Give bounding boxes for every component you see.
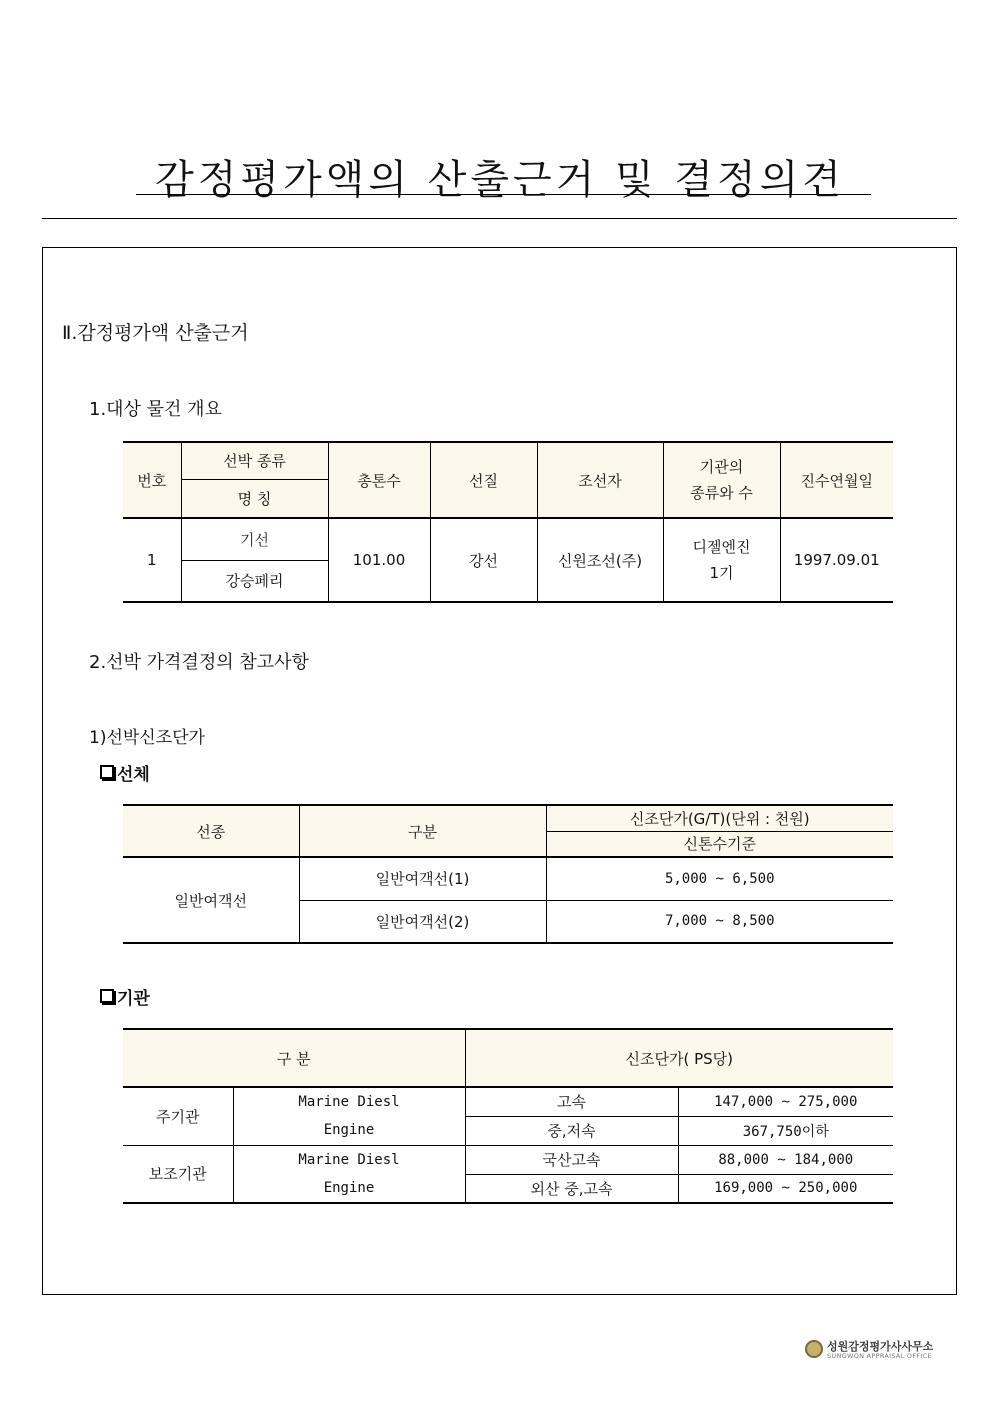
engine-table [123, 1028, 893, 1204]
cell-group-name: 주기관 [123, 1087, 233, 1145]
cell-speed: 중,저속 [465, 1116, 678, 1145]
header-engine-line2: 종류와 수 [690, 484, 753, 502]
logo-korean-name: 성원감정평가사사무소 [827, 1340, 934, 1353]
cell-engine-line1: 디젤엔진 [692, 538, 751, 556]
title-underline [136, 194, 871, 195]
company-logo [805, 1338, 935, 1364]
header-kind: 선종 [123, 805, 299, 857]
hull-label [100, 760, 150, 785]
cell-speed: 외산 중,고속 [465, 1174, 678, 1203]
cell-type: 기선 [181, 518, 328, 560]
header-name: 명 칭 [181, 479, 328, 518]
checkbox-square-icon [100, 765, 114, 779]
engine-label-text: 기관 [117, 989, 150, 1009]
engine-label [100, 984, 150, 1009]
cell-material: 강선 [430, 518, 537, 602]
hull-label-text: 선체 [117, 765, 150, 785]
cell-builder: 신원조선(주) [537, 518, 663, 602]
logo-english-name: SUNGWON APPRAISAL OFFICE [827, 1352, 932, 1360]
header-category: 구 분 [123, 1029, 465, 1087]
cell-engine-line2: 1기 [709, 564, 734, 582]
cell-speed: 고속 [465, 1087, 678, 1116]
cell-engine-line2: Engine [233, 1174, 465, 1203]
overview-table [123, 441, 893, 603]
header-tonnage: 총톤수 [328, 442, 430, 518]
header-price: 신조단가( PS당) [465, 1029, 893, 1087]
subsection-newbuild-price: 1)선박신조단가 [89, 728, 205, 748]
header-type: 선박 종류 [181, 442, 328, 479]
header-engine [663, 442, 780, 518]
cell-category: 일반여객선(2) [299, 900, 546, 943]
top-rule [42, 218, 957, 219]
cell-engine-line2: Engine [233, 1116, 465, 1145]
section-heading: Ⅱ.감정평가액 산출근거 [62, 322, 249, 344]
seal-icon [805, 1340, 823, 1358]
header-engine-line1: 기관의 [699, 458, 744, 476]
cell-engine-line1: Marine Diesl [233, 1145, 465, 1174]
cell-engine-line1: Marine Diesl [233, 1087, 465, 1116]
cell-price: 147,000 ~ 275,000 [678, 1087, 893, 1116]
cell-launch: 1997.09.01 [780, 518, 893, 602]
cell-price: 5,000 ~ 6,500 [546, 857, 893, 900]
hull-table [123, 804, 893, 944]
document-title: 감정평가액의 산출근거 및 결정의견 [155, 157, 845, 203]
cell-price: 88,000 ~ 184,000 [678, 1145, 893, 1174]
cell-no: 1 [123, 518, 181, 602]
header-category: 구분 [299, 805, 546, 857]
cell-engine [663, 518, 780, 602]
header-material: 선질 [430, 442, 537, 518]
header-price: 신조단가(G/T)(단위 : 천원) [546, 805, 893, 831]
cell-speed: 국산고속 [465, 1145, 678, 1174]
subsection-overview: 1.대상 물건 개요 [89, 399, 222, 420]
header-basis: 신톤수기준 [546, 831, 893, 857]
cell-price: 7,000 ~ 8,500 [546, 900, 893, 943]
cell-kind: 일반여객선 [123, 857, 299, 943]
checkbox-square-icon [100, 989, 114, 1003]
header-launch: 진수연월일 [780, 442, 893, 518]
cell-price: 169,000 ~ 250,000 [678, 1174, 893, 1203]
cell-group-name: 보조기관 [123, 1145, 233, 1203]
subsection-reference: 2.선박 가격결정의 참고사항 [89, 652, 309, 673]
cell-price: 367,750이하 [678, 1116, 893, 1145]
cell-category: 일반여객선(1) [299, 857, 546, 900]
cell-name: 강승페리 [181, 560, 328, 602]
cell-tonnage: 101.00 [328, 518, 430, 602]
header-no: 번호 [123, 442, 181, 518]
header-builder: 조선자 [537, 442, 663, 518]
